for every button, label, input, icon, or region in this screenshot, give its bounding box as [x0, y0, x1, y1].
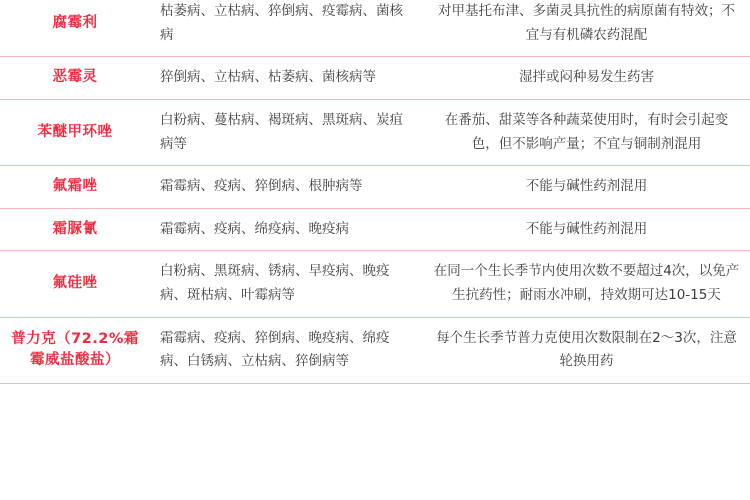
table-row [0, 99, 750, 165]
table-row [0, 208, 750, 251]
note-cell: 不能与碱性药剂混用 [423, 166, 750, 209]
table-row [0, 166, 750, 209]
table-row [0, 57, 750, 100]
disease-cell: 霜霉病、疫病、绵疫病、晚疫病 [150, 208, 423, 251]
disease-cell: 白粉病、黑斑病、锈病、早疫病、晚疫病、斑枯病、叶霉病等 [150, 251, 423, 317]
pesticide-name-cell: 氟霜唑 [0, 166, 150, 209]
table-row [0, 0, 750, 57]
disease-cell: 霜霉病、疫病、猝倒病、晚疫病、绵疫病、白锈病、立枯病、猝倒病等 [150, 317, 423, 383]
note-cell: 对甲基托布津、多菌灵具抗性的病原菌有特效；不宜与有机磷农药混配 [423, 0, 750, 57]
pesticide-name-cell: 腐霉利 [0, 0, 150, 57]
pesticide-name-cell: 苯醚甲环唑 [0, 99, 150, 165]
table-row [0, 251, 750, 317]
pesticide-name-cell: 恶霉灵 [0, 57, 150, 100]
disease-cell: 白粉病、蔓枯病、褐斑病、黑斑病、炭疽病等 [150, 99, 423, 165]
note-cell: 不能与碱性药剂混用 [423, 208, 750, 251]
pesticide-name-cell: 氟硅唑 [0, 251, 150, 317]
pesticide-name-cell: 普力克（72.2%霜霉威盐酸盐） [0, 317, 150, 383]
note-cell: 湿拌或闷种易发生药害 [423, 57, 750, 100]
disease-cell: 猝倒病、立枯病、枯萎病、菌核病等 [150, 57, 423, 100]
pesticide-name-cell: 霜脲氰 [0, 208, 150, 251]
disease-cell: 枯萎病、立枯病、猝倒病、疫霉病、菌核病 [150, 0, 423, 57]
note-cell: 每个生长季节普力克使用次数限制在2～3次，注意轮换用药 [423, 317, 750, 383]
note-cell: 在同一个生长季节内使用次数不要超过4次，以免产生抗药性；耐雨水冲刷，持效期可达10-15天 [423, 251, 750, 317]
table-row [0, 317, 750, 383]
note-cell: 在番茄、甜菜等各种蔬菜使用时，有时会引起变色，但不影响产量；不宜与铜制剂混用 [423, 99, 750, 165]
disease-cell: 霜霉病、疫病、猝倒病、根肿病等 [150, 166, 423, 209]
